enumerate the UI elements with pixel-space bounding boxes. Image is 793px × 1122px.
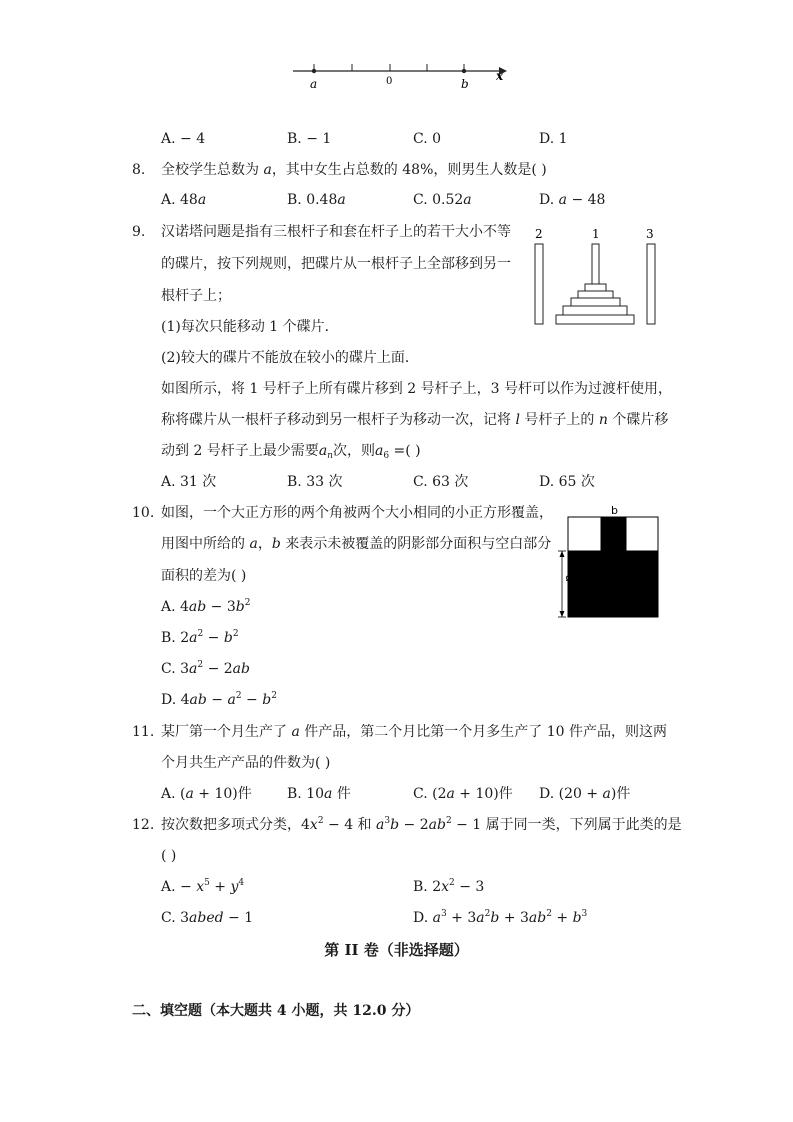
q11-option-d: D. (20 + a)件 bbox=[539, 786, 631, 802]
q10-option-a: A. $4ab - 3b^2$ bbox=[161, 598, 251, 615]
q11-number: 11. bbox=[132, 724, 155, 740]
q9-line-5: (2)较大的碟片不能放在较小的碟片上面． bbox=[161, 350, 419, 366]
q11-line-2: 个月共生产产品的件数为( ) bbox=[161, 755, 331, 771]
q10-option-c: C. $3a^2 - 2ab$ bbox=[161, 660, 250, 677]
section-title: 第 II 卷（非选择题） bbox=[324, 941, 469, 959]
q11-option-c: C. (2a + 10)件 bbox=[413, 786, 513, 802]
q12-option-a: A. − $x^5 + y^4$ bbox=[161, 878, 245, 895]
q8-option-b: B. 0.48a bbox=[287, 192, 346, 208]
label-b: b bbox=[461, 77, 469, 91]
q9-option-a: A. 31 次 bbox=[161, 474, 217, 490]
q12-option-c: C. 3abed − 1 bbox=[161, 910, 254, 926]
q9-option-d: D. 65 次 bbox=[539, 474, 595, 490]
q8-option-a: A. 48a bbox=[161, 192, 207, 208]
label-a: a bbox=[310, 77, 318, 91]
q9-line-1: 汉诺塔问题是指有三根杆子和套在杆子上的若干大小不等 bbox=[161, 224, 511, 240]
q9-line-7: 称将碟片从一根杆子移动到另一根杆子为移动一次，记将 l 号杆子上的 n 个碟片移 bbox=[161, 412, 669, 428]
q9-line-8: 动到 2 号杆子上最少需要$a_n$次，则$a_6$ =( ) bbox=[161, 443, 421, 461]
q8-option-d: D. a − 48 bbox=[539, 192, 606, 208]
rod-label-3: 3 bbox=[646, 227, 654, 241]
q9-option-c: C. 63 次 bbox=[413, 474, 469, 490]
q11-line-1: 某厂第一个月生产了 a 件产品，第二个月比第一个月多生产了 10 件产品，则这两 bbox=[161, 724, 667, 740]
q12-line-2: ( ) bbox=[161, 848, 177, 864]
q11-option-b: B. 10a 件 bbox=[287, 786, 351, 802]
q7-option-d: D. 1 bbox=[539, 131, 568, 147]
square-figure bbox=[552, 503, 662, 621]
q10-line-2: 用图中所给的 a，b 来表示未被覆盖的阴影部分面积与空白部分 bbox=[161, 536, 552, 552]
q8-number: 8. bbox=[132, 162, 146, 178]
q9-option-b: B. 33 次 bbox=[287, 474, 343, 490]
label-x: x bbox=[496, 69, 504, 83]
q10-option-b: B. $2a^2 - b^2$ bbox=[161, 629, 239, 646]
q12-line-1: 按次数把多项式分类，$4x^2 - 4$ 和 $a^3b - 2ab^2 - 1$ 属于同一类，下列属于此类的是 bbox=[161, 816, 682, 833]
q10-line-1: 如图，一个大正方形的两个角被两个大小相同的小正方形覆盖， bbox=[161, 505, 553, 521]
q10-option-d: D. $4ab - a^2 - b^2$ bbox=[161, 691, 277, 708]
hanoi-figure bbox=[528, 222, 664, 330]
q9-line-4: (1)每次只能移动 1 个碟片． bbox=[161, 319, 339, 335]
label-0: 0 bbox=[386, 76, 393, 87]
q10-line-3: 面积的差为( ) bbox=[161, 568, 247, 584]
q12-option-d: D. $a^3 + 3a^2b + 3ab^2 + b^3$ bbox=[413, 909, 588, 926]
q8-option-c: C. 0.52a bbox=[413, 192, 472, 208]
q11-option-a: A. (a + 10)件 bbox=[161, 786, 252, 802]
q12-number: 12. bbox=[132, 817, 155, 833]
number-line-figure bbox=[285, 58, 515, 94]
q9-line-3: 根杆子上； bbox=[161, 288, 231, 304]
rod-label-2: 2 bbox=[535, 227, 543, 241]
q12-option-b: B. $2x^2 - 3$ bbox=[413, 878, 485, 895]
q9-line-2: 的碟片，按下列规则，把碟片从一根杆子上全部移到另一 bbox=[161, 256, 511, 272]
q7-option-b: B. − 1 bbox=[287, 131, 332, 147]
label-b: b bbox=[611, 504, 618, 517]
rod-label-1: 1 bbox=[592, 227, 600, 241]
part2-heading: 二、填空题（本大题共 4 小题，共 12.0 分） bbox=[132, 1003, 420, 1019]
q10-number: 10. bbox=[132, 505, 155, 521]
q7-option-a: A. − 4 bbox=[161, 131, 206, 147]
q9-number: 9. bbox=[132, 224, 146, 240]
label-a: a bbox=[563, 575, 576, 582]
q8-stem: 全校学生总数为 a，其中女生占总数的 48%，则男生人数是( ) bbox=[161, 162, 547, 178]
q7-option-c: C. 0 bbox=[413, 131, 442, 147]
q9-line-6: 如图所示，将 1 号杆子上所有碟片移到 2 号杆子上，3 号杆可以作为过渡杆使用， bbox=[161, 381, 672, 397]
